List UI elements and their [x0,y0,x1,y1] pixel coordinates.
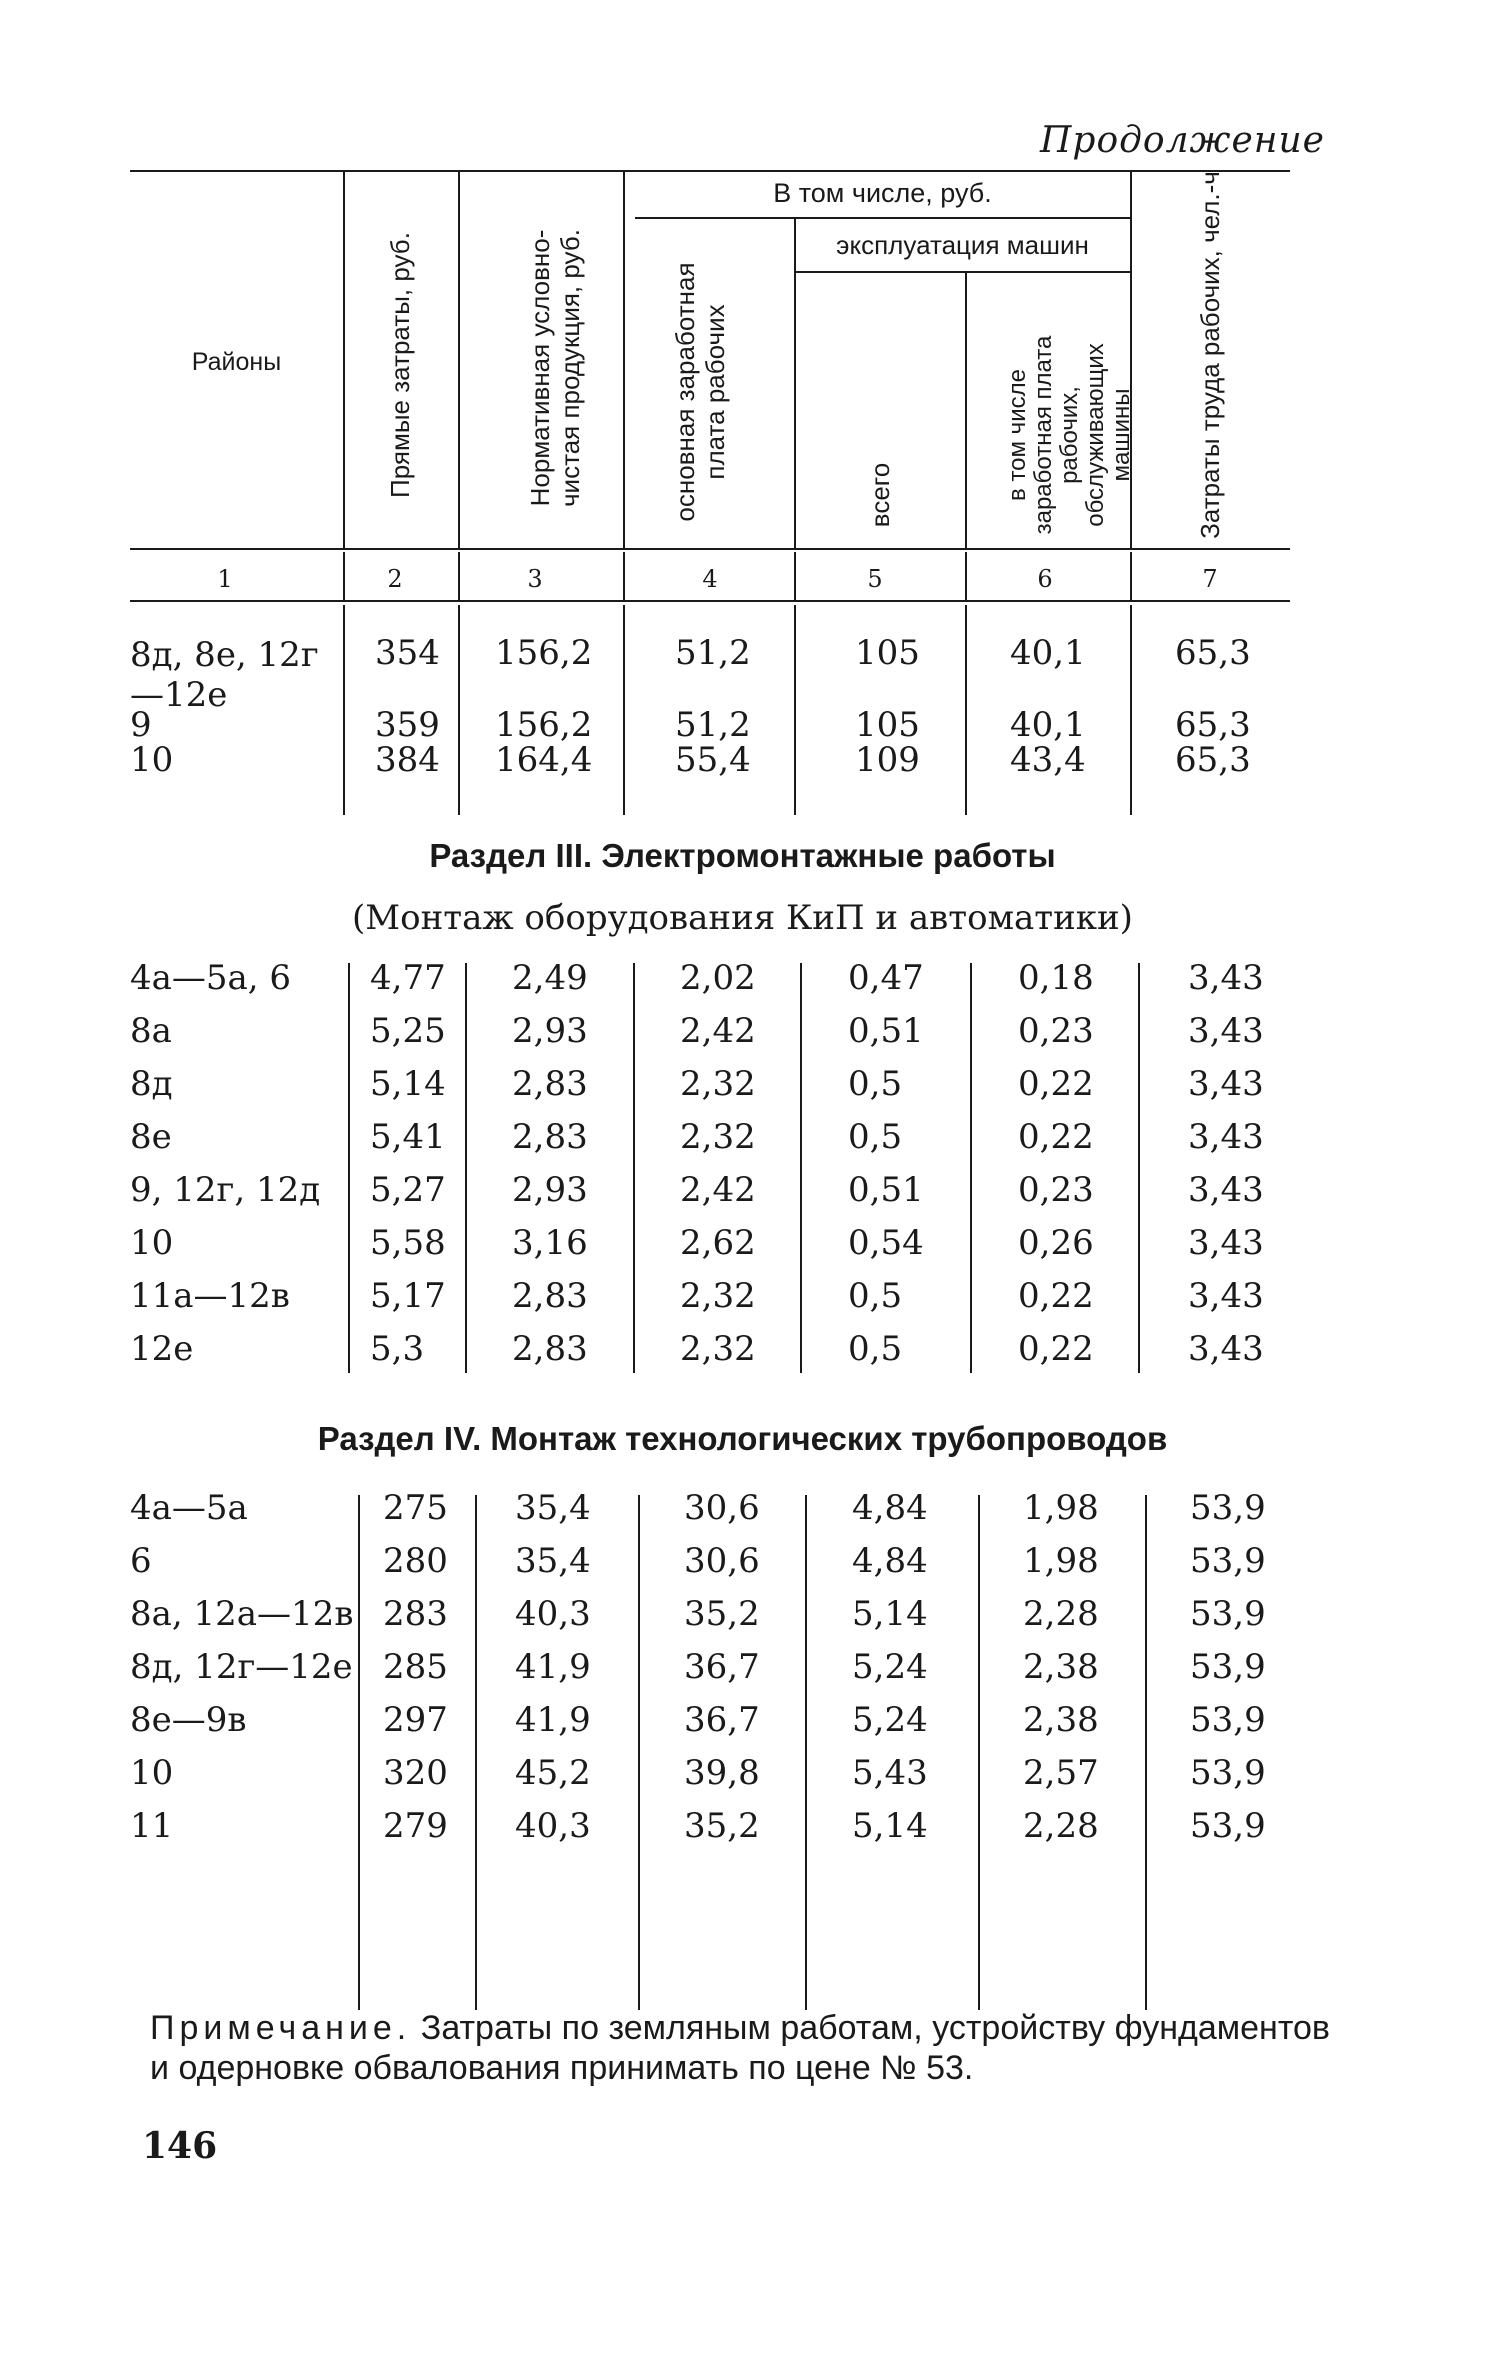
body-divider [978,1495,980,2010]
number-divider [794,552,796,600]
row-region: 11 [130,1806,174,1846]
row-region: 8а, 12а—12в [130,1594,354,1634]
cell-direct-costs: 359 [375,705,440,745]
column-number: 2 [387,565,403,593]
cell-base-wage: 39,8 [684,1753,760,1793]
cell-normative-output: 45,2 [515,1753,591,1793]
cell-normative-output: 2,93 [512,1170,588,1210]
cell-machine-total: 5,14 [852,1594,928,1634]
cell-machine-wage: 2,38 [1023,1647,1099,1687]
cell-base-wage: 2,32 [680,1329,756,1369]
table-top-rule [130,170,1290,172]
cell-machine-total: 105 [855,705,920,745]
cell-machine-wage: 43,4 [1010,740,1086,780]
row-region: 8д, 8е, 12г—12е [130,635,319,715]
cell-direct-costs: 5,17 [370,1276,446,1316]
header-divider [343,170,345,548]
cell-machine-wage: 2,38 [1023,1700,1099,1740]
cell-direct-costs: 5,3 [370,1329,425,1369]
body-divider [465,963,467,1373]
continuation-label: Продолжение [1040,120,1325,161]
machine-rule [795,271,1130,273]
cell-normative-output: 2,83 [512,1117,588,1157]
cell-base-wage: 35,2 [684,1594,760,1634]
cell-normative-output: 2,83 [512,1276,588,1316]
cell-machine-wage: 0,23 [1018,1011,1094,1051]
cell-labor-costs: 53,9 [1190,1753,1266,1793]
cell-normative-output: 2,83 [512,1064,588,1104]
cell-machine-wage: 1,98 [1023,1488,1099,1528]
cell-labor-costs: 53,9 [1190,1594,1266,1634]
header-divider [458,170,460,548]
cell-base-wage: 51,2 [675,633,751,673]
column-number: 1 [217,565,233,593]
cell-machine-wage: 0,22 [1018,1117,1094,1157]
row-region: 8е—9в [130,1700,247,1740]
body-divider [1145,1495,1147,2010]
cell-base-wage: 35,2 [684,1806,760,1846]
including-header: В том числе, руб. [773,178,992,208]
cell-machine-total: 0,5 [848,1329,903,1369]
cell-normative-output: 156,2 [495,633,593,673]
body-divider [633,963,635,1373]
row-region: 4а—5а [130,1488,248,1528]
cell-direct-costs: 5,41 [370,1117,446,1157]
body-divider [638,1495,640,2010]
row-region: 4а—5а, 6 [130,958,292,998]
cell-direct-costs: 5,27 [370,1170,446,1210]
cell-normative-output: 41,9 [515,1647,591,1687]
cell-machine-wage: 1,98 [1023,1541,1099,1581]
cell-base-wage: 2,42 [680,1170,756,1210]
cell-normative-output: 156,2 [495,705,593,745]
cell-labor-costs: 3,43 [1188,1011,1264,1051]
row-region: 8а [130,1011,172,1051]
page-number: 146 [142,2125,218,2167]
column-numbers-rule [130,600,1290,602]
body-divider [965,605,967,815]
column-number: 3 [527,565,543,593]
labor-costs-header: Затраты труда рабочих, чел.-ч [1195,171,1225,539]
cell-base-wage: 2,32 [680,1064,756,1104]
body-divider [343,605,345,815]
cell-normative-output: 2,93 [512,1011,588,1051]
cell-base-wage: 2,42 [680,1011,756,1051]
column-number: 6 [1037,565,1053,593]
column-number: 7 [1202,565,1218,593]
section-3-subtitle: (Монтаж оборудования КиП и автоматики) [352,898,1133,938]
cell-direct-costs: 4,77 [370,958,446,998]
cell-machine-total: 0,51 [848,1170,924,1210]
cell-direct-costs: 5,58 [370,1223,446,1263]
body-divider [623,605,625,815]
row-region: 8е [130,1117,172,1157]
machine-operation-header: эксплуатация машин [836,230,1089,260]
cell-base-wage: 2,32 [680,1276,756,1316]
table-note [150,2008,1330,2088]
number-divider [623,552,625,600]
cell-machine-total: 0,54 [848,1223,924,1263]
cell-labor-costs: 3,43 [1188,958,1264,998]
header-divider [623,170,625,548]
cell-direct-costs: 280 [383,1541,448,1581]
row-region: 6 [130,1541,152,1581]
cell-normative-output: 40,3 [515,1594,591,1634]
body-divider [348,963,350,1373]
number-divider [343,552,345,600]
cell-machine-total: 5,43 [852,1753,928,1793]
cell-labor-costs: 3,43 [1188,1329,1264,1369]
header-divider [1130,170,1132,548]
cell-base-wage: 30,6 [684,1541,760,1581]
cell-base-wage: 36,7 [684,1700,760,1740]
cell-direct-costs: 275 [383,1488,448,1528]
cell-labor-costs: 65,3 [1175,633,1251,673]
cell-normative-output: 41,9 [515,1700,591,1740]
cell-machine-total: 4,84 [852,1488,928,1528]
cell-direct-costs: 320 [383,1753,448,1793]
cell-labor-costs: 65,3 [1175,740,1251,780]
cell-direct-costs: 279 [383,1806,448,1846]
direct-costs-header: Прямые затраты, руб. [385,232,415,498]
cell-base-wage: 2,32 [680,1117,756,1157]
cell-normative-output: 40,3 [515,1806,591,1846]
cell-base-wage: 2,62 [680,1223,756,1263]
cell-direct-costs: 354 [375,633,440,673]
cell-machine-wage: 2,28 [1023,1594,1099,1634]
machine-total-header: всего [865,462,895,528]
section-4-title: Раздел IV. Монтаж технологических трубопроводов [317,1420,1168,1457]
body-divider [794,605,796,815]
cell-machine-wage: 0,23 [1018,1170,1094,1210]
normative-output-header: Нормативная условно-чистая продукция, руб. [525,229,585,507]
note-lead: Примечание. [150,2009,412,2047]
header-divider [794,217,796,548]
cell-machine-wage: 2,57 [1023,1753,1099,1793]
cell-machine-total: 0,51 [848,1011,924,1051]
cell-machine-wage: 0,22 [1018,1276,1094,1316]
cell-machine-total: 0,5 [848,1064,903,1104]
including-rule [635,217,1130,219]
column-number: 5 [867,565,883,593]
row-region: 8д [130,1064,173,1104]
cell-base-wage: 2,02 [680,958,756,998]
header-divider [965,271,967,548]
cell-labor-costs: 3,43 [1188,1223,1264,1263]
body-divider [475,1495,477,2010]
section-3-title: Раздел III. Электромонтажные работы [429,837,1056,874]
cell-normative-output: 3,16 [512,1223,588,1263]
base-wage-header: основная заработная плата рабочих [670,262,730,522]
cell-base-wage: 55,4 [675,740,751,780]
cell-machine-wage: 2,28 [1023,1806,1099,1846]
cell-labor-costs: 53,9 [1190,1647,1266,1687]
cell-normative-output: 164,4 [495,740,593,780]
row-region: 11а—12в [130,1276,290,1316]
cell-machine-total: 5,24 [852,1647,928,1687]
cell-direct-costs: 297 [383,1700,448,1740]
body-divider [800,963,802,1373]
cell-machine-wage: 40,1 [1010,633,1086,673]
cell-normative-output: 2,49 [512,958,588,998]
cell-normative-output: 35,4 [515,1488,591,1528]
cell-labor-costs: 53,9 [1190,1541,1266,1581]
cell-labor-costs: 53,9 [1190,1806,1266,1846]
row-region: 9 [130,705,152,745]
cell-labor-costs: 53,9 [1190,1700,1266,1740]
cell-labor-costs: 3,43 [1188,1117,1264,1157]
row-region: 12е [130,1329,194,1369]
cell-direct-costs: 285 [383,1647,448,1687]
cell-machine-total: 109 [855,740,920,780]
cell-base-wage: 51,2 [675,705,751,745]
row-region: 10 [130,1753,174,1793]
cell-base-wage: 36,7 [684,1647,760,1687]
number-divider [965,552,967,600]
cell-machine-total: 5,14 [852,1806,928,1846]
column-number: 4 [702,565,718,593]
cell-machine-wage: 0,22 [1018,1064,1094,1104]
cell-machine-total: 0,5 [848,1117,903,1157]
cell-base-wage: 30,6 [684,1488,760,1528]
row-region: 10 [130,740,174,780]
cell-labor-costs: 3,43 [1188,1170,1264,1210]
number-divider [458,552,460,600]
cell-labor-costs: 3,43 [1188,1064,1264,1104]
cell-direct-costs: 283 [383,1594,448,1634]
row-region: 8д, 12г—12е [130,1647,353,1687]
body-divider [458,605,460,815]
cell-normative-output: 2,83 [512,1329,588,1369]
cell-machine-wage: 40,1 [1010,705,1086,745]
cell-machine-total: 4,84 [852,1541,928,1581]
cell-machine-wage: 0,18 [1018,958,1094,998]
body-divider [1130,605,1132,815]
cell-machine-total: 105 [855,633,920,673]
body-divider [805,1495,807,2010]
number-divider [1130,552,1132,600]
cell-labor-costs: 53,9 [1190,1488,1266,1528]
cell-direct-costs: 5,14 [370,1064,446,1104]
row-region: 9, 12г, 12д [130,1170,321,1210]
cell-normative-output: 35,4 [515,1541,591,1581]
cell-labor-costs: 3,43 [1188,1276,1264,1316]
note-text: Затраты по земляным работам, устройству фундаментов и одерновке обвалования принимать по цене № 53. [150,2009,1330,2087]
body-divider [970,963,972,1373]
cell-machine-total: 0,47 [848,958,924,998]
body-divider [358,1495,360,2010]
cell-machine-total: 5,24 [852,1700,928,1740]
regions-header: Районы [191,348,282,376]
cell-labor-costs: 65,3 [1175,705,1251,745]
cell-direct-costs: 384 [375,740,440,780]
machine-wage-header: в том числе заработная плата рабочих, обслуживающих машины [1004,335,1135,535]
body-divider [1138,963,1140,1373]
cell-direct-costs: 5,25 [370,1011,446,1051]
header-bottom-rule [130,548,1290,550]
cell-machine-wage: 0,26 [1018,1223,1094,1263]
cell-machine-wage: 0,22 [1018,1329,1094,1369]
row-region: 10 [130,1223,174,1263]
cell-machine-total: 0,5 [848,1276,903,1316]
